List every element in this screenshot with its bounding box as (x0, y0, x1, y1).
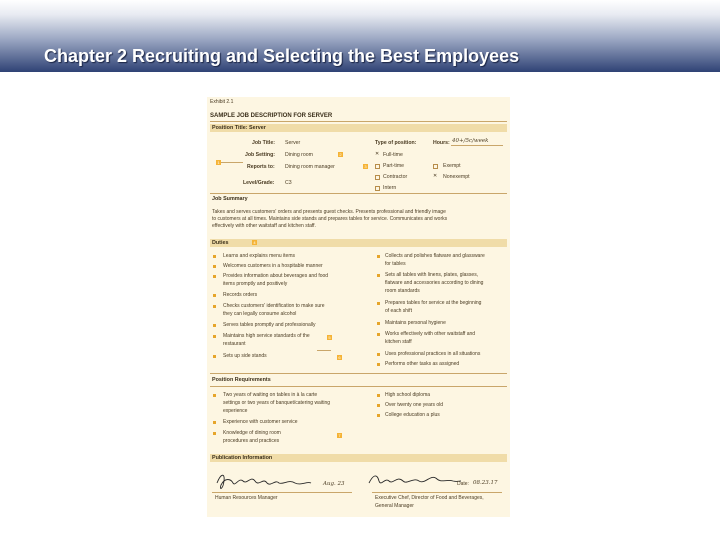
duty-item: Provides information about beverages and food (223, 273, 329, 279)
duty-item: Records orders (223, 292, 258, 298)
job-title-value: Server (285, 140, 301, 146)
requirement-item: High school diploma (385, 392, 431, 398)
exempt-option: Nonexempt (443, 174, 470, 180)
duty-item: Prepares tables for service at the beginning (385, 300, 482, 306)
requirement-item: experience (223, 408, 248, 414)
type-option: Full-time (383, 152, 403, 158)
executive-title: Executive Chef, Director of Food and Beverages, (375, 495, 484, 501)
divider (210, 121, 507, 122)
hours-value: 40+/5c/week (452, 138, 489, 144)
requirement-item: Knowledge of dining room (223, 430, 281, 436)
requirement-item: Two years of waiting on tables in à la carte (223, 392, 318, 398)
publication-information-label: Publication Information (212, 455, 273, 461)
executive-title: General Manager (375, 503, 414, 509)
position-title-label: Position Title: Server (212, 125, 266, 131)
duty-item: restaurant (223, 341, 246, 347)
checkbox-icon (375, 175, 380, 180)
callout-badge: 7 (338, 433, 341, 438)
job-summary-label: Job Summary (212, 196, 248, 202)
reports-to-value: Dining room manager (285, 164, 335, 170)
checkbox-icon (375, 164, 380, 169)
duty-item: Uses professional practices in all situations (385, 351, 481, 357)
job-summary-text: effectively with other waitstaff and kitchen staff. (212, 223, 316, 229)
checkbox-icon (433, 164, 438, 169)
hr-signature-date: Aug. 23 (323, 481, 345, 487)
type-option: Part-time (383, 163, 405, 169)
callout-badge: 6 (338, 355, 341, 360)
exempt-option: Exempt (443, 163, 461, 169)
job-setting-value: Dining room (285, 152, 313, 158)
duty-item: Welcomes customers in a hospitable manner (223, 263, 323, 269)
duty-item: items promptly and positively (223, 281, 288, 287)
callout-badge: 2 (339, 152, 342, 157)
callout-badge: 3 (364, 164, 367, 169)
requirement-item: procedures and practices (223, 438, 280, 444)
date-label: Date: (457, 481, 469, 487)
requirement-item: College education a plus (385, 412, 440, 418)
slide-title: Chapter 2 Recruiting and Selecting the Best Employees (44, 46, 520, 66)
callout-badge: 5 (328, 335, 331, 340)
duty-item: kitchen staff (385, 339, 412, 345)
position-requirements-label: Position Requirements (212, 377, 271, 383)
hr-manager-title: Human Resources Manager (215, 495, 278, 501)
duty-item: room standards (385, 288, 420, 294)
hr-manager-signature (215, 471, 315, 493)
checkbox-checked-icon: ✕ (433, 173, 438, 179)
type-option: Contractor (383, 174, 408, 180)
duty-item: Works effectively with other waitstaff and (385, 331, 476, 337)
callout-badge: 1 (217, 160, 220, 165)
duty-item: of each shift (385, 308, 412, 314)
job-summary-text: Takes and serves customers' orders and presents guest checks. Presents professional and friendly image (212, 209, 446, 215)
duty-item: Checks customers' identification to make sure (223, 303, 325, 309)
level-label: Level/Grade: (243, 180, 275, 186)
reports-to-label: Reports to: (247, 164, 275, 170)
requirement-item: Over twenty one years old (385, 402, 444, 408)
job-title-label: Job Title: (252, 140, 275, 146)
job-setting-label: Job Setting: (245, 152, 275, 158)
duty-item: Maintains high service standards of the (223, 333, 310, 339)
callout-badge: 4 (253, 240, 256, 245)
duty-item: flatware and accessories according to dining (385, 280, 484, 286)
executive-signature-date: 08.23.17 (473, 480, 498, 486)
type-option: Intern (383, 185, 397, 191)
type-of-position-label: Type of position: (375, 140, 417, 146)
level-value: C3 (285, 180, 292, 186)
document-title: SAMPLE JOB DESCRIPTION FOR SERVER (210, 113, 333, 119)
duties-label: Duties (212, 240, 229, 246)
executive-signature (367, 469, 462, 491)
checkbox-checked-icon: ✕ (375, 151, 380, 157)
job-description-document (207, 97, 510, 517)
job-summary-text: to customers at all times. Maintains side stands and prepares tables for service. Communicates and works (212, 216, 448, 222)
checkbox-icon (375, 186, 380, 191)
exhibit-label: Exhibit 2.1 (210, 99, 234, 105)
duty-item: Sets up side stands (223, 353, 267, 359)
requirement-item: Experience with customer service (223, 419, 298, 425)
duty-item: Serves tables promptly and professionally (223, 322, 316, 328)
duty-item: Maintains personal hygiene (385, 320, 446, 326)
duty-item: they can legally consume alcohol (223, 311, 297, 317)
duty-item: Learns and explains menu items (223, 253, 295, 259)
duty-item: Performs other tasks as assigned (385, 361, 460, 367)
requirement-item: settings or two years of banquet/catering waiting (223, 400, 331, 406)
duty-item: Sets all tables with linens, plates, glasses, (385, 272, 479, 278)
duty-item: for tables (385, 261, 406, 267)
hours-label: Hours: (433, 140, 450, 146)
duty-item: Collects and polishes flatware and glassware (385, 253, 485, 259)
slide-header (0, 0, 720, 72)
